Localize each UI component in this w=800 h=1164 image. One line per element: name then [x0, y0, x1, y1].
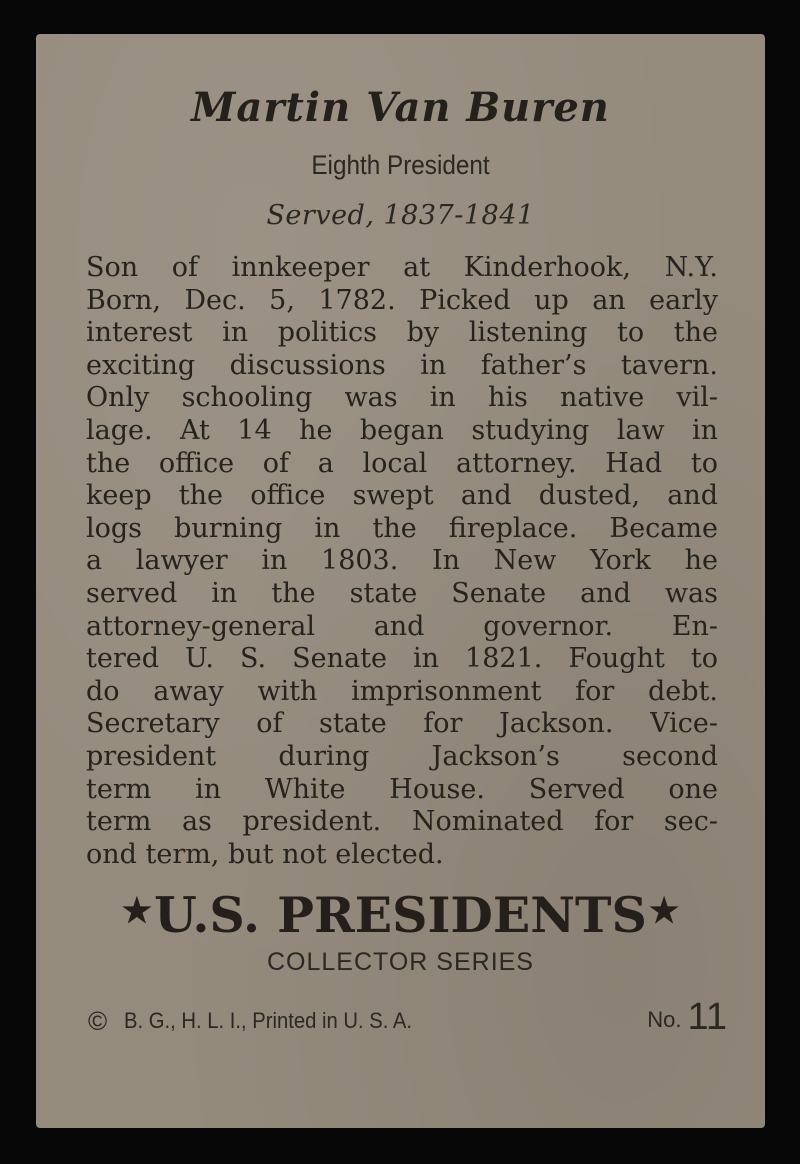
biography-text: [86, 252, 718, 871]
trading-card-back: [36, 34, 765, 1128]
copyright-text: B. G., H. L. I., Printed in U. S. A.: [124, 1008, 412, 1033]
bio-line: exciting discussions in father’s tavern.: [86, 349, 718, 381]
card-number: [647, 996, 727, 1039]
series-title: [36, 886, 765, 944]
star-icon: ★: [121, 891, 153, 931]
copyright-icon: ©: [88, 1006, 108, 1036]
bio-line: lage. At 14 he began studying law in: [86, 414, 718, 446]
star-icon: ★: [648, 891, 680, 931]
card-number-label: No.: [647, 1007, 682, 1032]
president-ordinal: Eighth President: [311, 150, 490, 180]
bio-line: logs burning in the fireplace. Became: [86, 512, 718, 544]
bio-line: Son of innkeeper at Kinderhook, N.Y.: [86, 252, 718, 283]
bio-line: term in White House. Served one: [86, 773, 718, 805]
bio-line: interest in politics by listening to the: [86, 317, 718, 349]
bio-line: Born, Dec. 5, 1782. Picked up an early: [86, 284, 718, 316]
bio-line: attorney-general and governor. En-: [86, 610, 718, 642]
bio-line: president during Jackson’s second: [86, 740, 718, 772]
president-name: Martin Van Buren: [191, 84, 610, 131]
bio-line: a lawyer in 1803. In New York he: [86, 545, 718, 577]
served-term: Served, 1837-1841: [266, 200, 535, 231]
bio-line: served in the state Senate and was: [86, 577, 718, 609]
series-title-text: U.S. PRESIDENTS: [154, 886, 647, 944]
bio-line: keep the office swept and dusted, and: [86, 480, 718, 512]
bio-line: Secretary of state for Jackson. Vice-: [86, 708, 718, 740]
bio-line: do away with imprisonment for debt.: [86, 675, 718, 707]
card-number-value: 11: [687, 996, 727, 1038]
bio-line: tered U. S. Senate in 1821. Fought to: [86, 643, 718, 675]
bio-line: Only schooling was in his native vil-: [86, 382, 718, 414]
bio-line: the office of a local attorney. Had to: [86, 447, 718, 479]
series-subtitle: COLLECTOR SERIES: [266, 948, 534, 976]
card-footer: [88, 996, 727, 1038]
bio-line: term as president. Nominated for sec-: [86, 806, 718, 838]
bio-line: ond term, but not elected.: [86, 838, 444, 870]
